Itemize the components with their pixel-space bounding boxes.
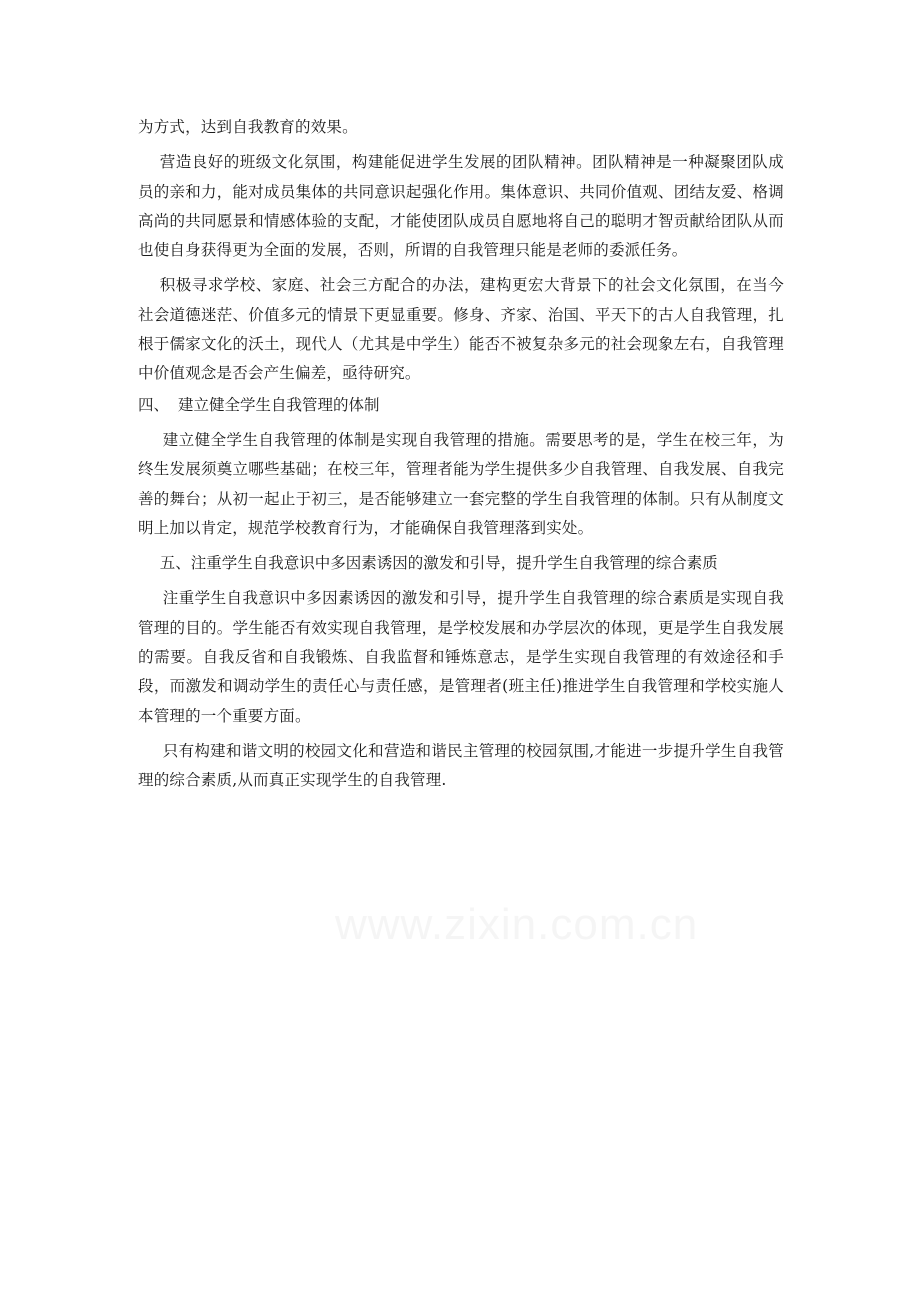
paragraph-4: 建立健全学生自我管理的体制是实现自我管理的措施。需要思考的是，学生在校三年，为终生发展须奠立哪些基础；在校三年，管理者能为学生提供多少自我管理、自我发展、自我完善的舞台；从初一起止于初三，是否能够建立一套完整的学生自我管理的体制。只有从制度文明上加以肯定，规范学校教育行为，才能确保自我管理落到实处。 xyxy=(138,430,784,537)
document-page xyxy=(138,113,784,796)
paragraph-5: 注重学生自我意识中多因素诱因的激发和引导，提升学生自我管理的综合素质是实现自我管理的目的。学生能否有效实现自我管理，是学校发展和办学层次的体现，更是学生自我发展的需要。自我反省和自我锻炼、自我监督和锤炼意志，是学生实现自我管理的有效途径和手段，而激发和调动学生的责任心与责任感，是管理者(班主任)推进学生自我管理和学校实施人本管理的一个重要方面。 xyxy=(138,589,784,725)
section-heading-4 xyxy=(138,391,784,420)
paragraph-2: 营造良好的班级文化氛围，构建能促进学生发展的团队精神。团队精神是一种凝聚团队成员的亲和力，能对成员集体的共同意识起强化作用。集体意识、共同价值观、团结友爱、格调高尚的共同愿景和情感体验的支配，才能使团队成员自愿地将自己的聪明才智贡献给团队从而也使自身获得更为全面的发展，否则，所谓的自我管理只能是老师的委派任务。 xyxy=(138,153,784,260)
paragraph-1: 为方式，达到自我教育的效果。 xyxy=(138,118,358,136)
section-number-4: 四、 xyxy=(138,395,170,414)
paragraph-3: 积极寻求学校、家庭、社会三方配合的办法，建构更宏大背景下的社会文化氛围，在当今社会道德迷茫、价值多元的情景下更显重要。修身、齐家、治国、平天下的古人自我管理，扎根于儒家文化的沃土，现代人（尤其是中学生）能否不被复杂多元的社会现象左右，自我管理中价值观念是否会产生偏差，亟待研究。 xyxy=(138,276,784,383)
section-title-4: 建立健全学生自我管理的体制 xyxy=(178,395,380,414)
section-heading-5: 五、注重学生自我意识中多因素诱因的激发和引导，提升学生自我管理的综合素质 xyxy=(159,554,718,573)
watermark: www.zixin.com.cn xyxy=(335,900,699,949)
paragraph-6: 只有构建和谐文明的校园文化和营造和谐民主管理的校园氛围,才能进一步提升学生自我管理的综合素质,从而真正实现学生的自我管理. xyxy=(138,741,784,790)
